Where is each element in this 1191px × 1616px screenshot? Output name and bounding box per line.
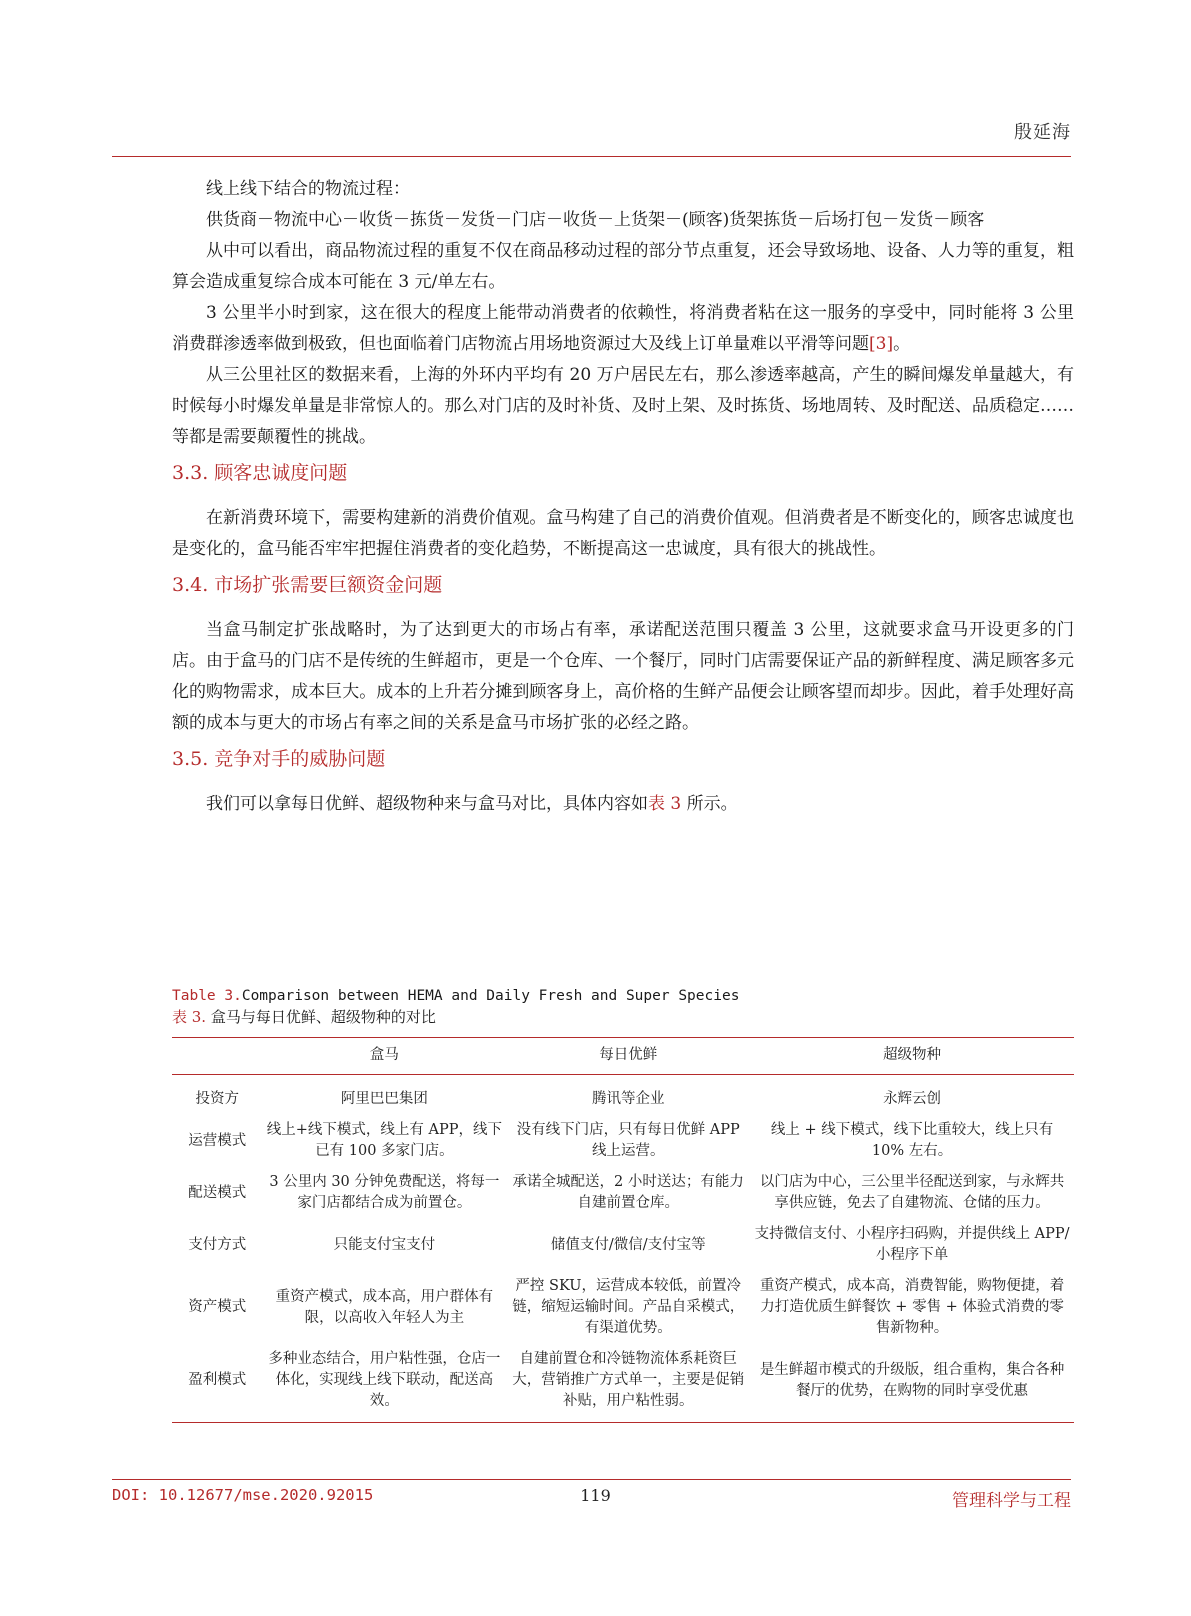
paragraph: 供货商－物流中心－收货－拣货－发货－门店－收货－上货架－(顾客)货架拣货－后场打包－发货－顾客 [206, 210, 985, 230]
table-caption-en-label: Table 3. [172, 988, 242, 1004]
footer-doi-link[interactable]: DOI: 10.12677/mse.2020.92015 [112, 1486, 374, 1504]
header-divider [112, 156, 1071, 157]
table-cell: 只能支付宝支付 [333, 1236, 436, 1253]
table-caption-zh-text: 盒马与每日优鲜、超级物种的对比 [206, 1008, 436, 1026]
section-heading: 3.5. 竞争对手的威胁问题 [172, 748, 386, 770]
paragraph [172, 298, 1074, 360]
table-caption-en-text: Comparison between HEMA and Daily Fresh and Super Species [241, 988, 740, 1004]
paragraph [172, 789, 1074, 820]
table-cell: 线上 + 线下模式，线下比重较大，线上只有 10% 左右。 [770, 1122, 1054, 1159]
paragraph-text: 。 [893, 334, 911, 354]
table-reference-link[interactable]: 表 3 [648, 794, 682, 814]
table-header-cell: 盒马 [263, 1038, 507, 1075]
paragraph: 从三公里社区的数据来看，上海的外环内平均有 20 万户居民左右，那么渗透率越高，产生的瞬间爆发单量越大，有时候每小时爆发单量是非常惊人的。那么对门店的及时补货、及时上架、及时拣货、场地周转、及时配送、品质稳定……等都是需要颠覆性的挑战。 [172, 365, 1074, 447]
table-cell: 3 公里内 30 分钟免费配送，将每一家门店都结合成为前置仓。 [269, 1174, 500, 1211]
table-cell: 储值支付/微信/支付宝等 [550, 1236, 706, 1253]
table-cell: 严控 SKU，运营成本较低，前置冷链，缩短运输时间。产品自采模式，有渠道优势。 [512, 1278, 745, 1336]
paragraph: 当盒马制定扩张战略时，为了达到更大的市场占有率，承诺配送范围只覆盖 3 公里，这就要求盒马开设更多的门店。由于盒马的门店不是传统的生鲜超市，更是一个仓库、一个餐厅，同时门店需要保证产品的新鲜程度、满足顾客多元化的购物需求，成本巨大。成本的上升若分摊到顾客身上，高价格的生鲜产品便会让顾客望而却步。因此，着手处理好高额的成本与更大的市场占有率之间的关系是盒马市场扩张的必经之路。 [172, 620, 1074, 733]
table-cell: 承诺全城配送，2 小时送达；有能力自建前置仓库。 [512, 1174, 744, 1211]
table-caption-zh [172, 1007, 1072, 1028]
paragraph: 在新消费环境下，需要构建新的消费价值观。盒马构建了自己的消费价值观。但消费者是不断变化的，顾客忠诚度也是变化的，盒马能否牢牢把握住消费者的变化趋势，不断提高这一忠诚度，具有很大的挑战性。 [172, 508, 1074, 559]
comparison-table [172, 1037, 1074, 1423]
table-cell: 以门店为中心，三公里半径配送到家，与永辉共享供应链，免去了自建物流、仓储的压力。 [759, 1174, 1065, 1211]
table-caption [172, 986, 1072, 1028]
footer-divider [112, 1479, 1071, 1480]
table-row [172, 1271, 1074, 1344]
paragraph: 从中可以看出，商品物流过程的重复不仅在商品移动过程的部分节点重复，还会导致场地、设备、人力等的重复，粗算会造成重复综合成本可能在 3 元/单左右。 [172, 241, 1074, 292]
journal-name: 管理科学与工程 [952, 1491, 1071, 1511]
table-header-cell: 每日优鲜 [506, 1038, 750, 1075]
paragraph-text: 我们可以拿每日优鲜、超级物种来与盒马对比，具体内容如 [206, 794, 648, 814]
table-cell: 重资产模式，成本高，消费智能，购物便捷，着力打造优质生鲜餐饮 + 零售 + 体验式消费的零售新物种。 [759, 1278, 1065, 1336]
table-cell: 阿里巴巴集团 [340, 1091, 428, 1107]
row-label: 资产模式 [188, 1299, 247, 1315]
table-cell: 腾讯等企业 [591, 1091, 665, 1107]
row-label: 支付方式 [188, 1236, 247, 1253]
paragraph-text: 所示。 [681, 794, 738, 814]
table-cell: 支持微信支付、小程序扫码购，并提供线上 APP/ 小程序下单 [754, 1226, 1070, 1263]
row-label: 盈利模式 [172, 1344, 263, 1423]
row-label: 运营模式 [188, 1132, 247, 1149]
section-heading: 3.4. 市场扩张需要巨额资金问题 [172, 574, 443, 596]
citation-link[interactable]: [3] [869, 334, 894, 354]
page-number: 119 [580, 1486, 611, 1505]
table-header-cell: 超级物种 [750, 1038, 1074, 1075]
table-cell: 没有线下门店，只有每日优鲜 APP 线上运营。 [516, 1122, 740, 1159]
table-row [172, 1219, 1074, 1271]
table-caption-zh-label: 表 3. [172, 1008, 207, 1026]
header-author: 殷延海 [1014, 122, 1071, 143]
table-header-cell [172, 1038, 263, 1075]
table-row [172, 1075, 1074, 1116]
section-heading: 3.3. 顾客忠诚度问题 [172, 462, 348, 484]
table-cell: 多种业态结合，用户粘性强，仓店一体化，实现线上线下联动，配送高效。 [263, 1344, 507, 1423]
table-cell: 永辉云创 [883, 1091, 942, 1107]
table-caption-en [172, 986, 1072, 1007]
table-cell: 自建前置仓和冷链物流体系耗资巨大，营销推广方式单一，主要是促销补贴，用户粘性弱。 [506, 1344, 750, 1423]
paragraph: 线上线下结合的物流过程： [206, 179, 410, 199]
row-label: 投资方 [195, 1091, 239, 1107]
article-body [172, 174, 1074, 820]
paragraph-text: 3 公里半小时到家，这在很大的程度上能带动消费者的依赖性，将消费者粘在这一服务的享受中，同时能将 3 公里消费群渗透率做到极致，但也面临着门店物流占用场地资源过大及线上订单量难以平滑等问题 [172, 303, 1074, 354]
table-cell: 重资产模式，成本高，用户群体有限，以高收入年轻人为主 [275, 1288, 494, 1326]
table-row [172, 1115, 1074, 1167]
table-row [172, 1167, 1074, 1219]
table-header-row [172, 1038, 1074, 1075]
row-label: 配送模式 [188, 1184, 247, 1201]
table-row [172, 1344, 1074, 1423]
table-cell: 线上+线下模式，线上有 APP，线下已有 100 多家门店。 [266, 1122, 503, 1159]
table-cell: 是生鲜超市模式的升级版，组合重构，集合各种餐厅的优势，在购物的同时享受优惠 [750, 1344, 1074, 1423]
